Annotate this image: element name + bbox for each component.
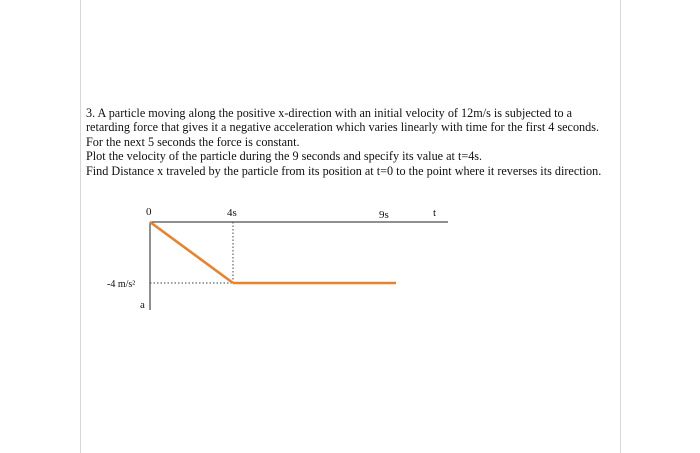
problem-statement: 3. A particle moving along the positive x-direction with an initial velocity of 12m/s is subjected to a retarding force that gives it a negative acceleration which varies linearly with time for the first 4 seconds. For the next 5 seconds the force is constant. bbox=[86, 106, 600, 149]
accel-ramp-line bbox=[150, 222, 233, 283]
distance-task: Find Distance x traveled by the particle from its position at t=0 to the point where it reverses its direction. bbox=[86, 163, 602, 178]
t-axis-label: t bbox=[433, 207, 437, 219]
a-axis-label: a bbox=[140, 299, 145, 311]
plot-task: Plot the velocity of the particle during the 9 seconds and specify its value at t=4s. bbox=[86, 149, 483, 164]
t4-label: 4s bbox=[227, 207, 237, 219]
origin-label: 0 bbox=[146, 206, 152, 218]
accel-value-label: -4 m/s² bbox=[107, 279, 136, 290]
t9-label: 9s bbox=[379, 209, 389, 221]
